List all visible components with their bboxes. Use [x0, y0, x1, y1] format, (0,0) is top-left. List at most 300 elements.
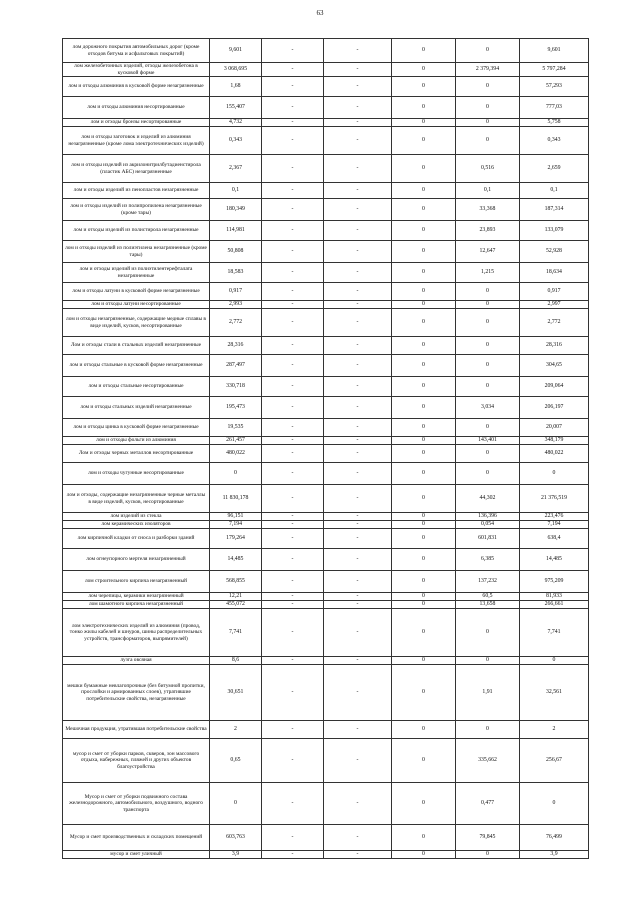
value-cell: 2,993	[210, 301, 262, 309]
value-cell: 1,215	[456, 263, 520, 283]
value-cell: -	[262, 199, 324, 221]
value-cell: 0,477	[456, 783, 520, 825]
value-cell: 0	[456, 119, 520, 127]
value-cell: 52,928	[520, 241, 589, 263]
value-cell: -	[324, 601, 392, 609]
value-cell: -	[262, 463, 324, 485]
value-cell: -	[324, 721, 392, 739]
value-cell: -	[262, 593, 324, 601]
table-row	[63, 665, 589, 721]
value-cell: -	[262, 309, 324, 337]
table-row	[63, 445, 589, 463]
table-row	[63, 739, 589, 783]
waste-name-cell: мусор и смет от уборки парков, скверов, зон массового отдыха, набережных, пляжей и других объектов благоустройства	[63, 739, 210, 783]
value-cell: 18,634	[520, 263, 589, 283]
waste-name-cell: Мусор и смет от уборки подвижного состава железнодорожного, автомобильного, воздушного, водного транспорта	[63, 783, 210, 825]
value-cell: 223,476	[520, 513, 589, 521]
value-cell: 0	[456, 337, 520, 355]
value-cell: 21 376,519	[520, 485, 589, 513]
value-cell: 335,662	[456, 739, 520, 783]
waste-name-cell: лом и отходы стальные несортированные	[63, 377, 210, 397]
waste-table-body	[63, 39, 589, 859]
table-row	[63, 529, 589, 549]
value-cell: 76,499	[520, 825, 589, 851]
value-cell: 0	[456, 355, 520, 377]
value-cell: 0	[392, 155, 456, 183]
value-cell: 0	[392, 437, 456, 445]
value-cell: 20,007	[520, 419, 589, 437]
value-cell: 6,385	[456, 549, 520, 571]
waste-name-cell: лом и отходы изделий из полипропилена незагрязненные (кроме тары)	[63, 199, 210, 221]
value-cell: 455,072	[210, 601, 262, 609]
value-cell: -	[262, 609, 324, 657]
value-cell: -	[324, 221, 392, 241]
value-cell: 0	[392, 355, 456, 377]
value-cell: 0	[392, 283, 456, 301]
waste-name-cell: лом и отходы бронзы несортированные	[63, 119, 210, 127]
value-cell: -	[324, 419, 392, 437]
value-cell: 480,022	[520, 445, 589, 463]
value-cell: 0	[392, 199, 456, 221]
value-cell: -	[262, 283, 324, 301]
table-row	[63, 601, 589, 609]
value-cell: -	[262, 437, 324, 445]
value-cell: 0	[392, 183, 456, 199]
value-cell: -	[324, 593, 392, 601]
value-cell: 0	[392, 119, 456, 127]
value-cell: 7,194	[520, 521, 589, 529]
value-cell: 2 379,394	[456, 63, 520, 77]
value-cell: 3,9	[210, 851, 262, 859]
table-row	[63, 77, 589, 97]
value-cell: -	[324, 337, 392, 355]
value-cell: 261,457	[210, 437, 262, 445]
value-cell: 0	[392, 721, 456, 739]
value-cell: 0	[456, 445, 520, 463]
value-cell: 19,535	[210, 419, 262, 437]
table-row	[63, 377, 589, 397]
value-cell: 2,659	[520, 155, 589, 183]
value-cell: 2	[210, 721, 262, 739]
value-cell: 0,516	[456, 155, 520, 183]
waste-name-cell: лом и отходы латуни в кусковой форме незагрязненные	[63, 283, 210, 301]
value-cell: 0,65	[210, 739, 262, 783]
value-cell: -	[324, 241, 392, 263]
value-cell: 5 797,284	[520, 63, 589, 77]
value-cell: 2,997	[520, 301, 589, 309]
value-cell: 568,855	[210, 571, 262, 593]
value-cell: -	[324, 485, 392, 513]
waste-name-cell: лом и отходы цинка в кусковой форме незагрязненные	[63, 419, 210, 437]
table-row	[63, 355, 589, 377]
waste-name-cell: лом и отходы алюминия в кусковой форме незагрязненные	[63, 77, 210, 97]
table-row	[63, 419, 589, 437]
value-cell: 7,741	[210, 609, 262, 657]
table-row	[63, 241, 589, 263]
table-row	[63, 63, 589, 77]
value-cell: 0	[456, 419, 520, 437]
table-row	[63, 657, 589, 665]
value-cell: 0,1	[520, 183, 589, 199]
value-cell: 136,396	[456, 513, 520, 521]
table-row	[63, 513, 589, 521]
value-cell: -	[262, 97, 324, 119]
waste-name-cell: лом и отходы незагрязненные, содержащие медные сплавы в виде изделий, кусков, несортированные	[63, 309, 210, 337]
value-cell: 14,485	[520, 549, 589, 571]
value-cell: -	[324, 825, 392, 851]
value-cell: -	[262, 485, 324, 513]
value-cell: -	[324, 549, 392, 571]
value-cell: 7,741	[520, 609, 589, 657]
value-cell: 0	[392, 97, 456, 119]
value-cell: 0	[456, 657, 520, 665]
value-cell: -	[324, 437, 392, 445]
value-cell: -	[262, 241, 324, 263]
value-cell: 0	[392, 571, 456, 593]
value-cell: -	[324, 263, 392, 283]
waste-name-cell: лом и отходы стальные в кусковой форме незагрязненные	[63, 355, 210, 377]
value-cell: -	[324, 851, 392, 859]
value-cell: 0	[456, 283, 520, 301]
waste-name-cell: лом и отходы латуни несортированные	[63, 301, 210, 309]
value-cell: -	[324, 377, 392, 397]
value-cell: 1,91	[456, 665, 520, 721]
value-cell: 0,054	[456, 521, 520, 529]
table-row	[63, 263, 589, 283]
value-cell: 480,022	[210, 445, 262, 463]
value-cell: 133,079	[520, 221, 589, 241]
waste-name-cell: лом и отходы заготовок и изделий из алюминия незагрязненные (кроме лома электротехнических изделий)	[63, 127, 210, 155]
value-cell: -	[262, 397, 324, 419]
value-cell: 0	[456, 609, 520, 657]
value-cell: -	[262, 263, 324, 283]
table-row	[63, 199, 589, 221]
value-cell: 0	[392, 63, 456, 77]
value-cell: 0	[456, 851, 520, 859]
waste-name-cell: лом и отходы чугунные несортированные	[63, 463, 210, 485]
table-row	[63, 283, 589, 301]
table-row	[63, 337, 589, 355]
value-cell: 0	[392, 77, 456, 97]
value-cell: 18,583	[210, 263, 262, 283]
value-cell: 137,232	[456, 571, 520, 593]
value-cell: 0,917	[210, 283, 262, 301]
value-cell: 0	[392, 127, 456, 155]
value-cell: -	[262, 571, 324, 593]
value-cell: -	[324, 63, 392, 77]
value-cell: 0	[392, 337, 456, 355]
waste-name-cell: лом шамотного кирпича незагрязненный	[63, 601, 210, 609]
value-cell: -	[324, 571, 392, 593]
waste-name-cell: лом и отходы изделий из пенопластов незагрязненные	[63, 183, 210, 199]
value-cell: 304,65	[520, 355, 589, 377]
waste-name-cell: лом и отходы фольги из алюминия	[63, 437, 210, 445]
value-cell: 0	[392, 851, 456, 859]
waste-name-cell: мешки бумажные невлагопрочные (без битумной пропитки, прослойки и армированных слоев), утратившие потребительские свойства, незагрязненные	[63, 665, 210, 721]
value-cell: 44,302	[456, 485, 520, 513]
value-cell: -	[262, 721, 324, 739]
value-cell: 0	[392, 665, 456, 721]
value-cell: 206,197	[520, 397, 589, 419]
value-cell: 187,314	[520, 199, 589, 221]
value-cell: -	[262, 221, 324, 241]
value-cell: -	[262, 521, 324, 529]
value-cell: 0,917	[520, 283, 589, 301]
value-cell: 0	[392, 241, 456, 263]
table-row	[63, 437, 589, 445]
value-cell: 8,6	[210, 657, 262, 665]
table-row	[63, 593, 589, 601]
value-cell: -	[324, 445, 392, 463]
value-cell: 348,179	[520, 437, 589, 445]
table-row	[63, 463, 589, 485]
table-row	[63, 309, 589, 337]
table-row	[63, 783, 589, 825]
value-cell: -	[324, 355, 392, 377]
waste-name-cell: лом и отходы алюминия несортированные	[63, 97, 210, 119]
value-cell: 0	[392, 593, 456, 601]
value-cell: -	[324, 665, 392, 721]
value-cell: -	[262, 657, 324, 665]
value-cell: 0	[392, 309, 456, 337]
value-cell: -	[262, 377, 324, 397]
value-cell: 13,658	[456, 601, 520, 609]
value-cell: 0	[392, 521, 456, 529]
waste-name-cell: лом железобетонных изделий, отходы железобетона в кусковой форме	[63, 63, 210, 77]
waste-name-cell: Мешочная продукция, утратившая потребительские свойства	[63, 721, 210, 739]
value-cell: -	[324, 39, 392, 63]
waste-name-cell: лом изделий из стекла	[63, 513, 210, 521]
waste-name-cell: лом и отходы изделий из полистирола незагрязненные	[63, 221, 210, 241]
value-cell: 0	[392, 39, 456, 63]
value-cell: -	[324, 609, 392, 657]
value-cell: 12,21	[210, 593, 262, 601]
value-cell: 79,845	[456, 825, 520, 851]
value-cell: 3,034	[456, 397, 520, 419]
waste-name-cell: мусор и смет уличный	[63, 851, 210, 859]
value-cell: 0,343	[520, 127, 589, 155]
value-cell: -	[262, 739, 324, 783]
value-cell: 0	[392, 485, 456, 513]
value-cell: 0	[392, 609, 456, 657]
value-cell: 143,401	[456, 437, 520, 445]
value-cell: -	[324, 301, 392, 309]
waste-table	[62, 38, 589, 859]
value-cell: 0	[456, 301, 520, 309]
value-cell: -	[324, 783, 392, 825]
value-cell: 0	[456, 39, 520, 63]
value-cell: 5,758	[520, 119, 589, 127]
table-row	[63, 97, 589, 119]
value-cell: -	[262, 529, 324, 549]
value-cell: 0	[210, 463, 262, 485]
value-cell: 0	[456, 97, 520, 119]
value-cell: 0	[210, 783, 262, 825]
value-cell: 0	[456, 127, 520, 155]
value-cell: -	[262, 183, 324, 199]
table-row	[63, 571, 589, 593]
value-cell: 0	[392, 377, 456, 397]
table-row	[63, 521, 589, 529]
value-cell: 11 830,178	[210, 485, 262, 513]
value-cell: 155,407	[210, 97, 262, 119]
table-row	[63, 221, 589, 241]
value-cell: 114,981	[210, 221, 262, 241]
value-cell: -	[262, 665, 324, 721]
table-row	[63, 301, 589, 309]
table-row	[63, 119, 589, 127]
value-cell: 0	[392, 445, 456, 463]
value-cell: 0	[456, 77, 520, 97]
value-cell: 23,893	[456, 221, 520, 241]
waste-name-cell: лом керамических изоляторов	[63, 521, 210, 529]
value-cell: -	[262, 63, 324, 77]
value-cell: 0	[392, 221, 456, 241]
value-cell: 0	[456, 309, 520, 337]
table-row	[63, 485, 589, 513]
value-cell: -	[262, 337, 324, 355]
waste-name-cell: лом кирпичной кладки от сноса и разборки зданий	[63, 529, 210, 549]
value-cell: -	[262, 445, 324, 463]
waste-name-cell: лом строительного кирпича незагрязненный	[63, 571, 210, 593]
value-cell: -	[262, 119, 324, 127]
value-cell: 603,763	[210, 825, 262, 851]
value-cell: -	[324, 199, 392, 221]
value-cell: -	[324, 529, 392, 549]
value-cell: 28,316	[210, 337, 262, 355]
value-cell: 9,601	[210, 39, 262, 63]
value-cell: 601,831	[456, 529, 520, 549]
value-cell: 330,718	[210, 377, 262, 397]
value-cell: -	[262, 301, 324, 309]
table-row	[63, 183, 589, 199]
value-cell: -	[324, 77, 392, 97]
value-cell: 0,343	[210, 127, 262, 155]
value-cell: 0	[456, 463, 520, 485]
value-cell: 0	[392, 825, 456, 851]
table-row	[63, 721, 589, 739]
waste-name-cell: лом и отходы, содержащие незагрязненные черные металлы в виде изделий, кусков, несортированные	[63, 485, 210, 513]
value-cell: -	[324, 739, 392, 783]
table-row	[63, 609, 589, 657]
value-cell: 0	[392, 419, 456, 437]
value-cell: 60,5	[456, 593, 520, 601]
value-cell: 33,368	[456, 199, 520, 221]
value-cell: 30,651	[210, 665, 262, 721]
waste-name-cell: лом и отходы изделий из акрилонитрилбутадиенстирола (пластик АБС) незагрязненные	[63, 155, 210, 183]
value-cell: -	[262, 419, 324, 437]
value-cell: 256,67	[520, 739, 589, 783]
value-cell: -	[262, 851, 324, 859]
value-cell: -	[324, 513, 392, 521]
waste-name-cell: Лом и отходы черных металлов несортированные	[63, 445, 210, 463]
waste-name-cell: лом и отходы изделий из полиэтилена незагрязненные (кроме тары)	[63, 241, 210, 263]
table-row	[63, 39, 589, 63]
value-cell: -	[324, 119, 392, 127]
value-cell: -	[324, 127, 392, 155]
value-cell: -	[324, 657, 392, 665]
value-cell: 57,293	[520, 77, 589, 97]
value-cell: 287,497	[210, 355, 262, 377]
table-row	[63, 127, 589, 155]
value-cell: 179,264	[210, 529, 262, 549]
value-cell: 1,68	[210, 77, 262, 97]
value-cell: -	[262, 77, 324, 97]
value-cell: 4,732	[210, 119, 262, 127]
value-cell: 81,933	[520, 593, 589, 601]
value-cell: -	[262, 513, 324, 521]
value-cell: -	[262, 601, 324, 609]
table-row	[63, 155, 589, 183]
value-cell: 3,9	[520, 851, 589, 859]
value-cell: 0	[456, 377, 520, 397]
value-cell: 0	[392, 529, 456, 549]
table-row	[63, 549, 589, 571]
value-cell: 0	[392, 513, 456, 521]
value-cell: 0	[392, 301, 456, 309]
value-cell: 195,473	[210, 397, 262, 419]
value-cell: 0	[520, 783, 589, 825]
waste-name-cell: лом дорожного покрытия автомобильных дорог (кроме отходов битума и асфальтовых покрытий)	[63, 39, 210, 63]
value-cell: 209,064	[520, 377, 589, 397]
value-cell: 2,772	[520, 309, 589, 337]
value-cell: 0	[392, 783, 456, 825]
value-cell: 0	[520, 463, 589, 485]
value-cell: -	[262, 127, 324, 155]
value-cell: -	[324, 397, 392, 419]
value-cell: 777,03	[520, 97, 589, 119]
value-cell: 0	[392, 739, 456, 783]
page-number: 63	[316, 9, 324, 17]
value-cell: 0	[392, 549, 456, 571]
value-cell: 3 068,695	[210, 63, 262, 77]
table-row	[63, 825, 589, 851]
value-cell: 975,209	[520, 571, 589, 593]
value-cell: 2,772	[210, 309, 262, 337]
value-cell: 638,4	[520, 529, 589, 549]
value-cell: 266,661	[520, 601, 589, 609]
value-cell: 0	[392, 463, 456, 485]
waste-name-cell: лом и отходы стальных изделий незагрязненные	[63, 397, 210, 419]
waste-name-cell: лом электротехнических изделий из алюминия (провод, тонко жилы кабелей и шнуров, шины распределительных устройств, трансформаторов, выпрямителей)	[63, 609, 210, 657]
value-cell: 0	[456, 721, 520, 739]
value-cell: 2,367	[210, 155, 262, 183]
value-cell: -	[324, 183, 392, 199]
value-cell: 2	[520, 721, 589, 739]
waste-name-cell: лом черепицы, керамики незагрязненный	[63, 593, 210, 601]
value-cell: -	[324, 521, 392, 529]
waste-name-cell: лузга овсяная	[63, 657, 210, 665]
waste-name-cell: Лом и отходы стали в стальных изделий незагрязненные	[63, 337, 210, 355]
value-cell: -	[262, 825, 324, 851]
value-cell: -	[262, 355, 324, 377]
value-cell: 0,1	[210, 183, 262, 199]
value-cell: 0	[520, 657, 589, 665]
value-cell: -	[324, 97, 392, 119]
value-cell: -	[262, 783, 324, 825]
value-cell: -	[324, 463, 392, 485]
value-cell: 0,1	[456, 183, 520, 199]
value-cell: -	[262, 155, 324, 183]
value-cell: 0	[392, 263, 456, 283]
waste-name-cell: Мусор и смет производственных и складских помещений	[63, 825, 210, 851]
value-cell: 96,151	[210, 513, 262, 521]
value-cell: 28,316	[520, 337, 589, 355]
value-cell: -	[324, 283, 392, 301]
value-cell: 0	[392, 601, 456, 609]
value-cell: -	[324, 309, 392, 337]
value-cell: 0	[392, 397, 456, 419]
